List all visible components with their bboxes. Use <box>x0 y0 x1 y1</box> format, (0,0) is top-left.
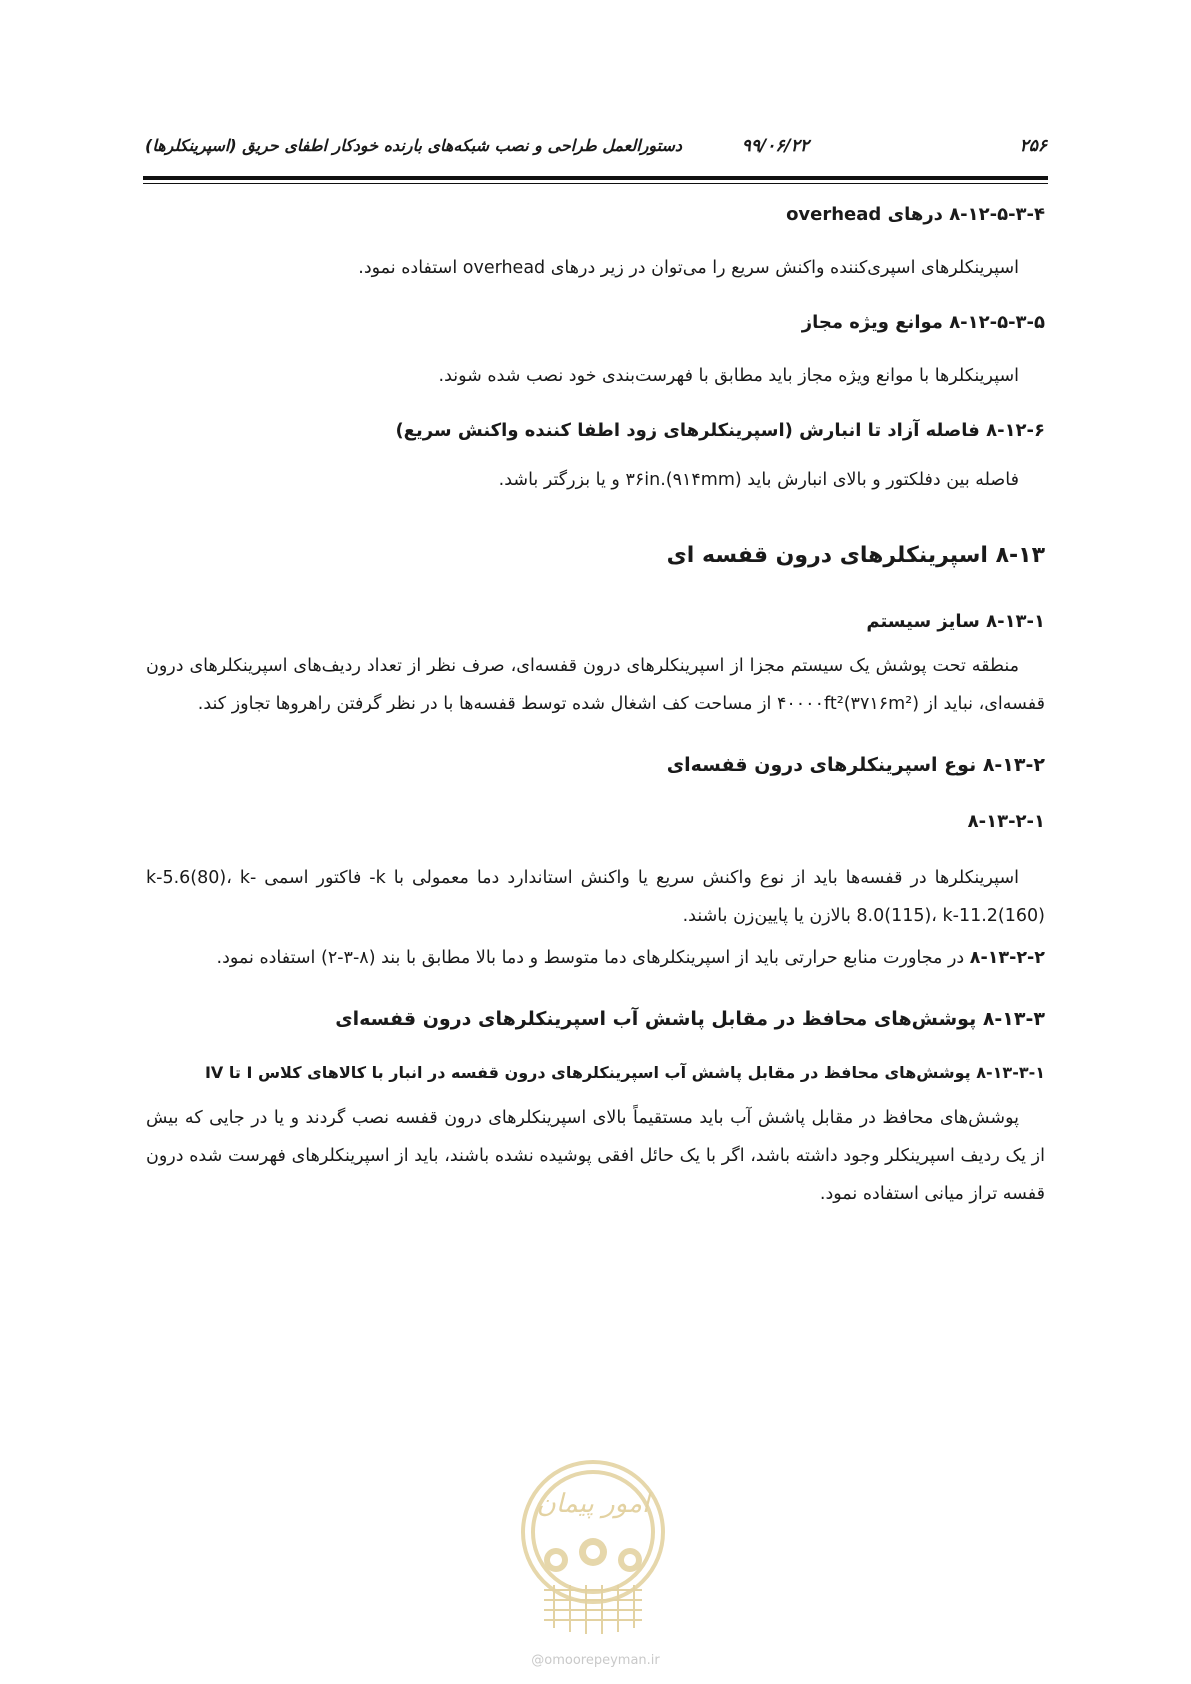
page-content <box>146 200 1045 1213</box>
paragraph-water-shields: پوشش‌های محافظ در مقابل پاشش آب باید مستقیماً بالای اسپرینکلرهای درون قفسه نصب گردند و یا در جایی که بیش از یک ردیف اسپرینکلر وجود داشته باشد، اگر با یک حائل افقی پوشیده نشده باشند، باید از اسپرینکلرهای فهرست شده درون قفسه تراز میانی استفاده نمود. <box>146 1108 1045 1204</box>
section-heading-system-size: ۸-۱۳-۱ سایز سیستم <box>866 611 1045 632</box>
paragraph-system-size: منطقه تحت پوشش یک سیستم مجزا از اسپرینکلرهای درون قفسه‌ای، صرف نظر از تعداد ردیف‌های اسپرینکلرهای درون قفسه‌ای، نباید از ۴۰۰۰۰ft²(۳۷۱۶m²) از مساحت کف اشغال شده توسط قفسه‌ها با در نظر گرفتن راهروها تجاوز کند. <box>146 656 1045 714</box>
page-number: ۲۵۶ <box>1019 136 1047 156</box>
subsection-number-2: ۸-۱۳-۲-۲ <box>969 948 1045 968</box>
paragraph-sprinkler-type-2 <box>146 939 1045 977</box>
watermark-website: @omoorepeyman.ir <box>531 1653 660 1668</box>
document-title: دستورالعمل طراحی و نصب شبکه‌های بارنده خودکار اطفای حریق (اسپرینکلرها) <box>145 136 683 155</box>
subsection-number-1: ۸-۱۳-۲-۱ <box>967 811 1045 832</box>
seal-text: امور پیمان <box>536 1489 650 1519</box>
paragraph-obstructions: اسپرینکلرها با موانع ویژه مجاز باید مطابق با فهرست‌بندی خود نصب شده شوند. <box>438 366 1019 386</box>
paragraph-overhead-doors: اسپرینکلرهای اسپری‌کننده واکنش سریع را می‌توان در زیر درهای overhead استفاده نمود. <box>358 258 1019 278</box>
page-header <box>145 132 1047 162</box>
paragraph-clearance: فاصله بین دفلکتور و بالای انبارش باید ۳۶in.(۹۱۴mm) و یا بزرگتر باشد. <box>498 470 1019 490</box>
section-heading-sprinkler-type: ۸-۱۳-۲ نوع اسپرینکلرهای درون قفسه‌ای <box>666 754 1045 776</box>
paragraph-sprinkler-type-1: اسپرینکلرها در قفسه‌ها باید از نوع واکنش سریع یا واکنش استاندارد دما معمولی با k- فاکتور اسمی k-5.6(80)، k-8.0(115)، k-11.2(160) بالازن یا پایین‌زن باشند. <box>146 868 1045 926</box>
section-heading-obstructions: ۸-۱۲-۵-۳-۵ موانع ویژه مجاز <box>801 312 1045 333</box>
section-heading-in-rack: ۸-۱۳ اسپرینکلرهای درون قفسه ای <box>666 543 1045 568</box>
paragraph-sprinkler-type-2-text: در مجاورت منابع حرارتی باید از اسپرینکلرهای دما متوسط و دما بالا مطابق با بند (۸-۳-۲) استفاده نمود. <box>216 948 965 968</box>
section-heading-clearance: ۸-۱۲-۶ فاصله آزاد تا انبارش (اسپرینکلرهای زود اطفا کننده واکنش سریع) <box>395 420 1045 441</box>
section-heading-water-shields: ۸-۱۳-۳ پوشش‌های محافظ در مقابل پاشش آب اسپرینکلرهای درون قفسه‌ای <box>335 1008 1045 1030</box>
header-rule-thick <box>143 176 1048 180</box>
subsection-heading-water-shields: ۸-۱۳-۳-۱ پوشش‌های محافظ در مقابل پاشش آب اسپرینکلرهای درون قفسه در انبار با کالاهای کلاس I تا IV <box>204 1063 1045 1082</box>
section-heading-overhead-doors: ۸-۱۲-۵-۳-۴ درهای overhead <box>786 204 1045 225</box>
header-rule-thin <box>143 183 1048 184</box>
header-date: ۹۹/۰۶/۲۲ <box>741 136 809 156</box>
watermark-seal-logo <box>514 1450 672 1650</box>
